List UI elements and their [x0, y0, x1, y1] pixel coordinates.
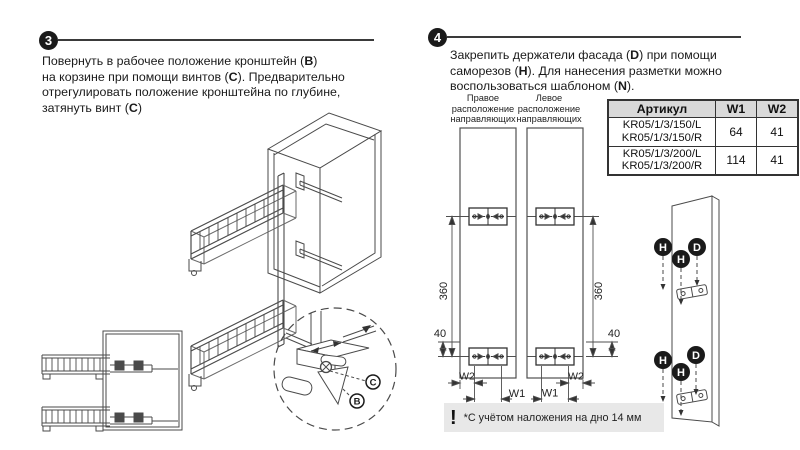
svg-text:H: H [677, 367, 685, 379]
callout-H [672, 363, 690, 381]
note-text: *С учётом наложения на дно 14 мм [463, 411, 642, 424]
svg-text:40: 40 [607, 328, 621, 340]
w1-cell: 64 [716, 118, 757, 147]
svg-text:360: 360 [438, 281, 450, 301]
svg-text:W1: W1 [508, 388, 526, 400]
callout-H [654, 351, 672, 369]
w1-cell: 114 [716, 146, 757, 175]
svg-text:360: 360 [593, 281, 605, 301]
step-3-badge: 3 [39, 31, 58, 50]
step-4-rule [447, 36, 741, 38]
exclamation-icon: ! [450, 406, 457, 429]
svg-text:D: D [693, 242, 701, 254]
svg-text:C: C [369, 377, 377, 389]
side-view-drawing [42, 331, 182, 431]
table-header-w1: W1 [716, 100, 757, 118]
svg-text:H: H [659, 242, 667, 254]
article-cell: KR05/1/3/200/L KR05/1/3/200/R [608, 146, 716, 175]
table-header-row [608, 100, 798, 118]
svg-text:40: 40 [433, 328, 447, 340]
w2-cell: 41 [757, 146, 799, 175]
article-table [607, 99, 799, 176]
callout-C [366, 375, 380, 389]
callout-H [672, 250, 690, 268]
table-header-w2: W2 [757, 100, 799, 118]
table-row [608, 146, 798, 175]
note-bar [444, 403, 664, 432]
svg-text:W2: W2 [459, 370, 475, 383]
svg-text:H: H [677, 254, 685, 266]
left-guides-label: Левое расположение направляющих [516, 93, 582, 125]
callout-B [350, 394, 364, 408]
detail-zoom-circle [274, 308, 396, 430]
callout-D [687, 346, 705, 364]
facade-panel-drawing [654, 196, 719, 426]
step-3-instruction: Повернуть в рабочее положение кронштейн (B) на корзине при помощи винтов (C). Предварительно отрегулировать положение кронштейна по глубине, затянуть винт (C) [42, 54, 345, 115]
svg-text:W2: W2 [568, 370, 584, 383]
right-guides-label: Правое расположение направляющих [450, 93, 516, 125]
svg-text:B: B [353, 396, 361, 408]
table-header-article: Артикул [608, 100, 716, 118]
callout-D [688, 238, 706, 256]
step-3-rule [58, 39, 374, 41]
svg-text:W1: W1 [541, 387, 559, 400]
table-row [608, 118, 798, 147]
w2-cell: 41 [757, 118, 799, 147]
svg-text:D: D [692, 350, 700, 362]
svg-text:H: H [659, 355, 667, 367]
panels-dimension-drawing [434, 128, 620, 402]
step-4-badge: 4 [428, 28, 447, 47]
article-cell: KR05/1/3/150/L KR05/1/3/150/R [608, 118, 716, 147]
dim-40-left [434, 328, 460, 357]
step-4-instruction: Закрепить держатели фасада (D) при помощи саморезов (H). Для нанесения разметки можно воспользоваться шаблоном (N). [450, 48, 722, 94]
callout-H [654, 238, 672, 256]
